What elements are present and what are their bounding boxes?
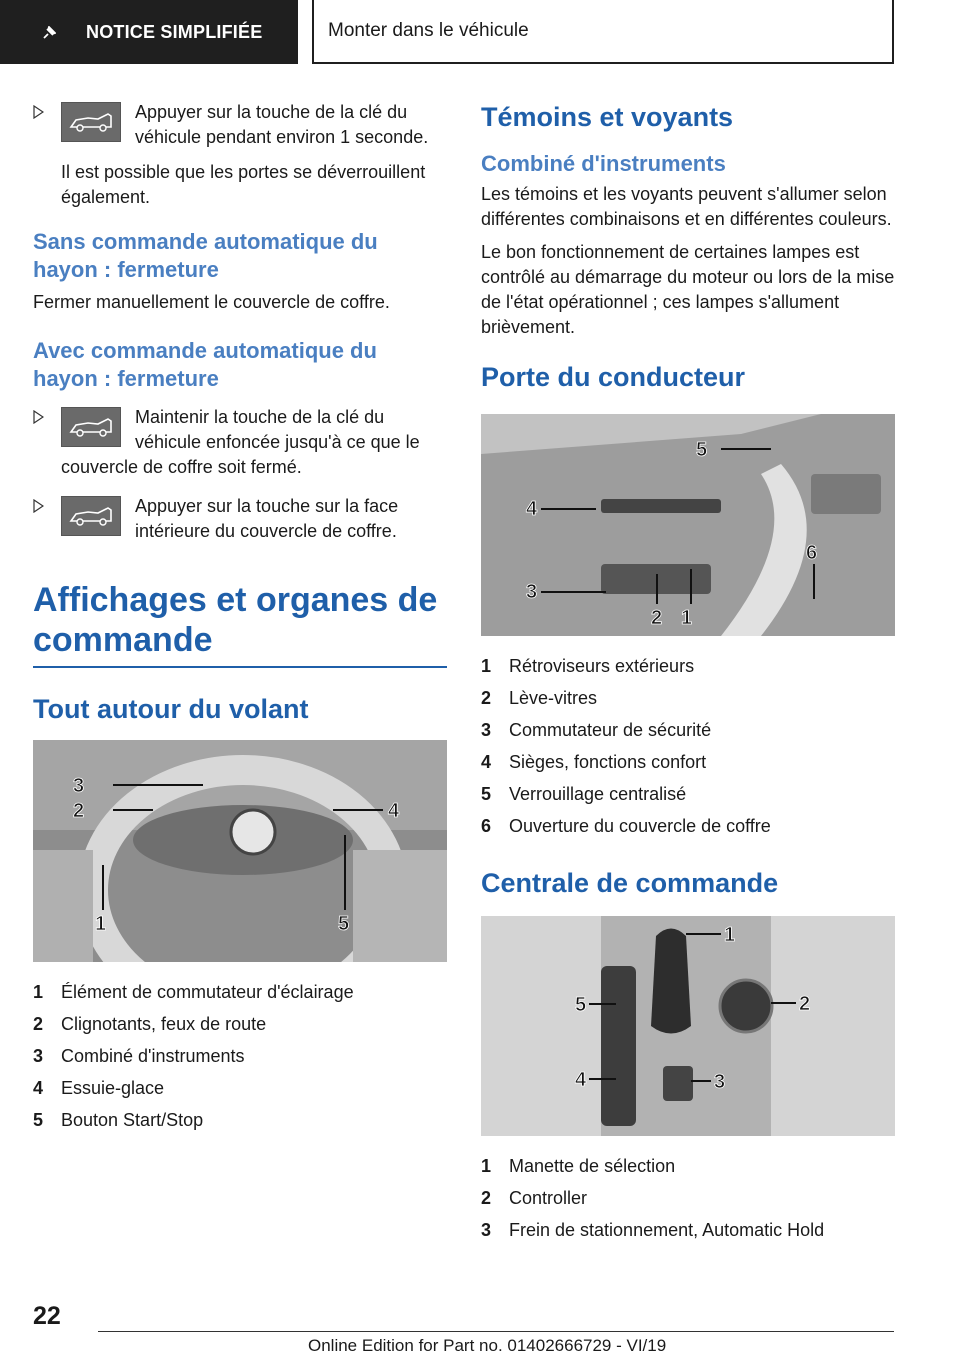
step-text: Appuyer sur la touche sur la face intérieure du couvercle de coffre. bbox=[135, 496, 399, 541]
callout-label: 5 bbox=[575, 994, 587, 1016]
callout-label: 3 bbox=[714, 1071, 726, 1093]
sans-commande-text: Fermer manuellement le couvercle de coffre. bbox=[33, 292, 390, 312]
heading-combine: Combiné d'instruments bbox=[481, 151, 726, 176]
list-item: 1 Élément de commutateur d'éclairage bbox=[33, 982, 354, 1002]
callout-label: 6 bbox=[806, 542, 818, 564]
callout-label: 4 bbox=[526, 498, 538, 520]
car-trunk-icon bbox=[61, 407, 121, 447]
step-triangle-icon bbox=[33, 410, 44, 424]
callout-label: 1 bbox=[95, 913, 107, 935]
list-item: 2 Controller bbox=[481, 1188, 588, 1208]
heading-centrale: Centrale de commande bbox=[481, 868, 779, 898]
footer-divider bbox=[98, 1331, 894, 1332]
header-section-title: Monter dans le véhicule bbox=[312, 0, 894, 64]
step-triangle-icon bbox=[33, 499, 44, 513]
step-item bbox=[33, 494, 447, 544]
right-column bbox=[481, 100, 895, 1246]
callout-label: 2 bbox=[651, 607, 663, 629]
list-item: 4 Sièges, fonctions confort bbox=[481, 752, 707, 772]
callout-label: 4 bbox=[575, 1069, 587, 1091]
center-console-photo bbox=[481, 916, 895, 1136]
steering-wheel-photo bbox=[33, 740, 447, 962]
centrale-legend bbox=[481, 1150, 895, 1246]
list-item: 5 Bouton Start/Stop bbox=[33, 1110, 204, 1130]
porte-legend bbox=[481, 650, 895, 842]
list-item: 2 Lève-vitres bbox=[481, 688, 598, 708]
car-trunk-icon bbox=[61, 102, 121, 142]
callout-label: 4 bbox=[388, 800, 400, 822]
temoins-para-1: Les témoins et les voyants peuvent s'allumer selon différentes combinaisons et en différentes couleurs. bbox=[481, 184, 892, 229]
heading-affichages: Affichages et organes de commande bbox=[33, 580, 447, 668]
list-item: 6 Ouverture du couvercle de coffre bbox=[481, 816, 771, 836]
volant-legend bbox=[33, 976, 447, 1136]
step-item bbox=[33, 100, 447, 150]
list-item: 3 Frein de stationnement, Automatic Hold bbox=[481, 1220, 825, 1240]
step-note: Il est possible que les portes se déverrouillent également. bbox=[61, 162, 426, 207]
list-item: 4 Essuie-glace bbox=[33, 1078, 165, 1098]
footer-edition: Online Edition for Part no. 01402666729 - VI/19 bbox=[308, 1336, 667, 1355]
header-tab bbox=[0, 0, 298, 64]
car-trunk-icon bbox=[61, 496, 121, 536]
driver-door-photo bbox=[481, 414, 895, 636]
step-triangle-icon bbox=[33, 105, 44, 119]
heading-porte: Porte du conducteur bbox=[481, 362, 746, 392]
heading-temoins: Témoins et voyants bbox=[481, 102, 734, 132]
temoins-para-2: Le bon fonctionnement de certaines lampes est contrôlé au démarrage du moteur ou lors de la mise de l'état opérationnel ; ces lampes s'allument brièvement. bbox=[481, 242, 895, 337]
callout-label: 3 bbox=[526, 581, 538, 603]
list-item: 3 Combiné d'instruments bbox=[33, 1046, 245, 1066]
left-column bbox=[33, 100, 447, 1136]
list-item: 2 Clignotants, feux de route bbox=[33, 1014, 267, 1034]
pushpin-icon bbox=[42, 26, 56, 40]
list-item: 5 Verrouillage centralisé bbox=[481, 784, 687, 804]
heading-avec-commande: Avec commande automatique du hayon : fermeture bbox=[33, 338, 377, 391]
page-number: 22 bbox=[33, 1302, 61, 1330]
callout-label: 5 bbox=[696, 439, 708, 461]
header-tab-label: NOTICE SIMPLIFIÉE bbox=[86, 21, 263, 42]
list-item: 3 Commutateur de sécurité bbox=[481, 720, 712, 740]
heading-volant: Tout autour du volant bbox=[33, 694, 309, 724]
callout-label: 5 bbox=[338, 913, 350, 935]
list-item: 1 Rétroviseurs extérieurs bbox=[481, 656, 695, 676]
callout-label: 1 bbox=[724, 924, 736, 946]
step-text: Appuyer sur la touche de la clé du véhicule pendant environ 1 seconde. bbox=[135, 102, 429, 147]
step-item bbox=[33, 405, 447, 480]
step-text: Maintenir la touche de la clé du véhicule enfoncée jusqu'à ce que le couvercle de coffre soit fermé. bbox=[61, 407, 420, 477]
heading-sans-commande: Sans commande automatique du hayon : fermeture bbox=[33, 229, 378, 282]
callout-label: 3 bbox=[73, 775, 85, 797]
callout-label: 2 bbox=[73, 800, 85, 822]
callout-label: 1 bbox=[681, 607, 693, 629]
callout-label: 2 bbox=[799, 993, 811, 1015]
list-item: 1 Manette de sélection bbox=[481, 1156, 676, 1176]
